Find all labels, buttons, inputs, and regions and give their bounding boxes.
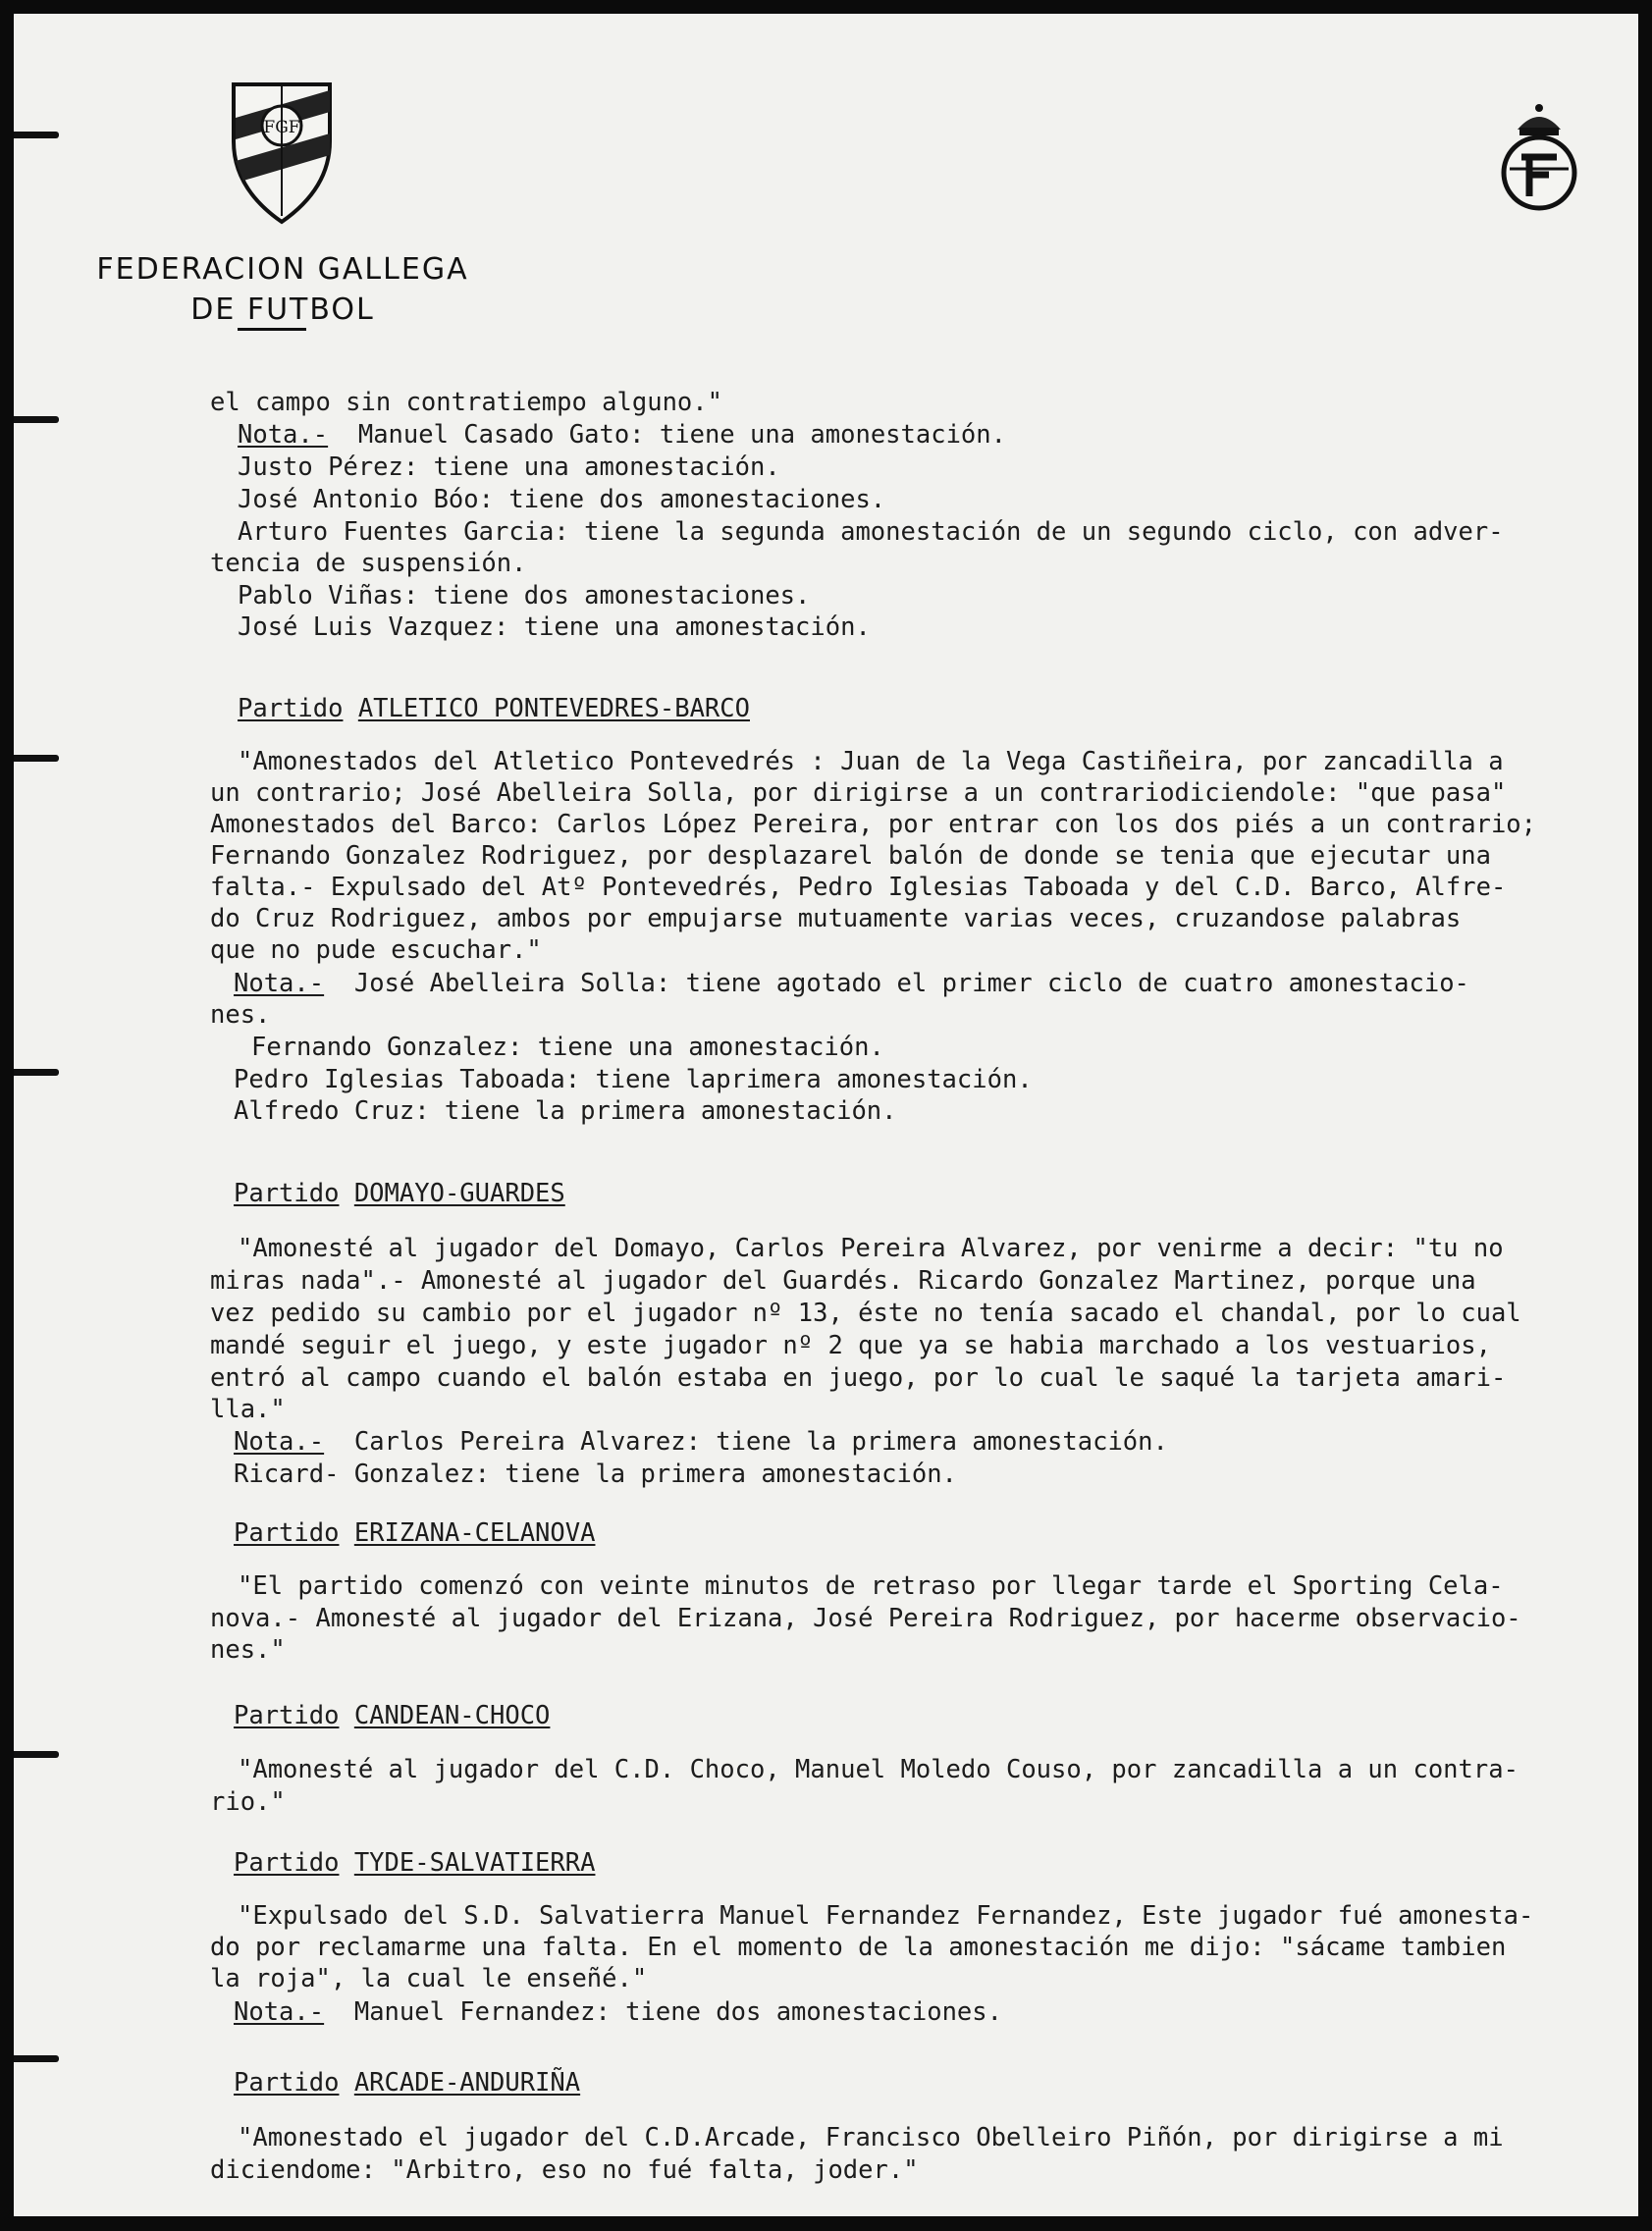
document-page — [14, 14, 1638, 2216]
federation-name — [73, 249, 493, 330]
report-line: nes." — [210, 1635, 286, 1665]
partido-label: Partido — [238, 694, 344, 723]
partido-label: Partido — [234, 1179, 340, 1208]
binder-hole-mark — [14, 1069, 59, 1076]
report-line: falta.- Expulsado del Atº Pontevedrés, Pedro Iglesias Taboada y del C.D. Barco, Alfre- — [210, 873, 1507, 902]
report-line: nova.- Amonesté al jugador del Erizana, José Pereira Rodriguez, por hacerme observacio- — [210, 1604, 1521, 1633]
binder-hole-mark — [14, 755, 59, 762]
report-line: "Amonesté al jugador del Domayo, Carlos Pereira Alvarez, por venirme a decir: "tu no — [238, 1234, 1504, 1263]
partido-label: Partido — [234, 1518, 340, 1548]
match-title: TYDE-SALVATIERRA — [353, 1848, 596, 1878]
report-line: "El partido comenzó con veinte minutos de retraso por llegar tarde el Sporting Cela- — [238, 1571, 1504, 1601]
report-line: miras nada".- Amonesté al jugador del Guardés. Ricardo Gonzalez Martinez, porque una — [210, 1266, 1476, 1296]
nota-line — [234, 1426, 1168, 1458]
fgf-shield-crest-icon — [228, 79, 336, 226]
report-line: do por reclamarme una falta. En el momento de la amonestación me dijo: "sácame tambien — [210, 1933, 1507, 1962]
nota-line: Fernando Gonzalez: tiene una amonestación. — [251, 1033, 884, 1062]
nota-text: José Abelleira Solla: tiene agotado el primer ciclo de cuatro amonestacio- — [353, 969, 1469, 998]
nota-label: Nota.- — [234, 1997, 325, 2027]
svg-text:FGF: FGF — [263, 118, 300, 137]
report-line: un contrario; José Abelleira Solla, por dirigirse a un contrariodiciendole: "que pasa" — [210, 778, 1507, 808]
nota-text: Manuel Fernandez: tiene dos amonestaciones. — [353, 1997, 1002, 2027]
partido-label: Partido — [234, 1848, 340, 1878]
nota-line: Arturo Fuentes Garcia: tiene la segunda amonestación de un segundo ciclo, con adver- — [238, 517, 1504, 547]
nota-line — [234, 968, 1469, 999]
report-line: entró al campo cuando el balón estaba en juego, por lo cual le saqué la tarjeta amari- — [210, 1363, 1507, 1393]
nota-line: Justo Pérez: tiene una amonestación. — [238, 452, 780, 482]
report-line: do Cruz Rodriguez, ambos por empujarse mutuamente varias veces, cruzandose palabras — [210, 904, 1462, 933]
match-heading — [234, 1847, 595, 1879]
report-line: lla." — [210, 1395, 286, 1424]
binder-hole-mark — [14, 416, 59, 423]
nota-line: Pedro Iglesias Taboada: tiene laprimera amonestación. — [234, 1065, 1033, 1094]
match-title: ATLETICO PONTEVEDRES-BARCO — [357, 694, 750, 723]
match-title: ARCADE-ANDURIÑA — [353, 2068, 581, 2098]
partido-label: Partido — [234, 1701, 340, 1730]
nota-line: nes. — [210, 1000, 271, 1030]
nota-line — [238, 419, 1006, 451]
partido-label: Partido — [234, 2068, 340, 2098]
header-divider — [238, 328, 306, 331]
report-line: el campo sin contratiempo alguno." — [210, 388, 722, 417]
nota-line: Ricard- Gonzalez: tiene la primera amonestación. — [234, 1460, 957, 1489]
nota-line: Alfredo Cruz: tiene la primera amonestación. — [234, 1096, 897, 1126]
match-title: ERIZANA-CELANOVA — [353, 1518, 596, 1548]
report-line: diciendome: "Arbitro, eso no fué falta, joder." — [210, 2155, 919, 2185]
federation-name-line1: FEDERACION GALLEGA — [96, 252, 469, 287]
nota-label: Nota.- — [238, 420, 329, 450]
nota-text: Carlos Pereira Alvarez: tiene la primera amonestación. — [353, 1427, 1168, 1457]
binder-hole-mark — [14, 132, 59, 138]
report-line: mandé seguir el juego, y este jugador nº 2 que ya se habia marchado a los vestuarios, — [210, 1331, 1491, 1360]
match-heading — [234, 1700, 550, 1731]
report-line: "Amonesté al jugador del C.D. Choco, Manuel Moledo Couso, por zancadilla a un contra- — [238, 1755, 1519, 1784]
report-line: la roja", la cual le enseñé." — [210, 1964, 648, 1993]
nota-text: Manuel Casado Gato: tiene una amonestación. — [357, 420, 1006, 450]
report-line: Amonestados del Barco: Carlos López Pereira, por entrar con los dos piés a un contrario; — [210, 810, 1537, 839]
match-heading — [234, 2067, 580, 2098]
match-title: DOMAYO-GUARDES — [353, 1179, 565, 1208]
rfef-crowned-crest-icon — [1496, 100, 1582, 218]
report-line: Fernando Gonzalez Rodriguez, por desplazarel balón de donde se tenia que ejecutar una — [210, 841, 1491, 871]
nota-label: Nota.- — [234, 1427, 325, 1457]
nota-line: tencia de suspensión. — [210, 549, 527, 578]
nota-line: José Antonio Bóo: tiene dos amonestaciones. — [238, 485, 886, 514]
nota-line: Pablo Viñas: tiene dos amonestaciones. — [238, 581, 811, 611]
report-line: "Amonestados del Atletico Pontevedrés : Juan de la Vega Castiñeira, por zancadilla a — [238, 747, 1504, 776]
report-line: "Amonestado el jugador del C.D.Arcade, Francisco Obelleiro Piñón, por dirigirse a mi — [238, 2123, 1504, 2152]
nota-line — [234, 1996, 1002, 2028]
binder-hole-mark — [14, 1751, 59, 1758]
match-heading — [238, 693, 750, 724]
report-line: que no pude escuchar." — [210, 935, 542, 965]
match-title: CANDEAN-CHOCO — [353, 1701, 551, 1730]
nota-label: Nota.- — [234, 969, 325, 998]
report-line: rio." — [210, 1787, 286, 1817]
federation-name-line2: DE FUTBOL — [190, 292, 375, 327]
match-heading — [234, 1517, 595, 1549]
binder-hole-mark — [14, 2055, 59, 2062]
nota-line: José Luis Vazquez: tiene una amonestación. — [238, 612, 871, 642]
report-line: vez pedido su cambio por el jugador nº 13, éste no tenía sacado el chandal, por lo cual — [210, 1299, 1521, 1328]
report-line: "Expulsado del S.D. Salvatierra Manuel Fernandez Fernandez, Este jugador fué amonesta- — [238, 1901, 1534, 1931]
match-heading — [234, 1178, 565, 1209]
